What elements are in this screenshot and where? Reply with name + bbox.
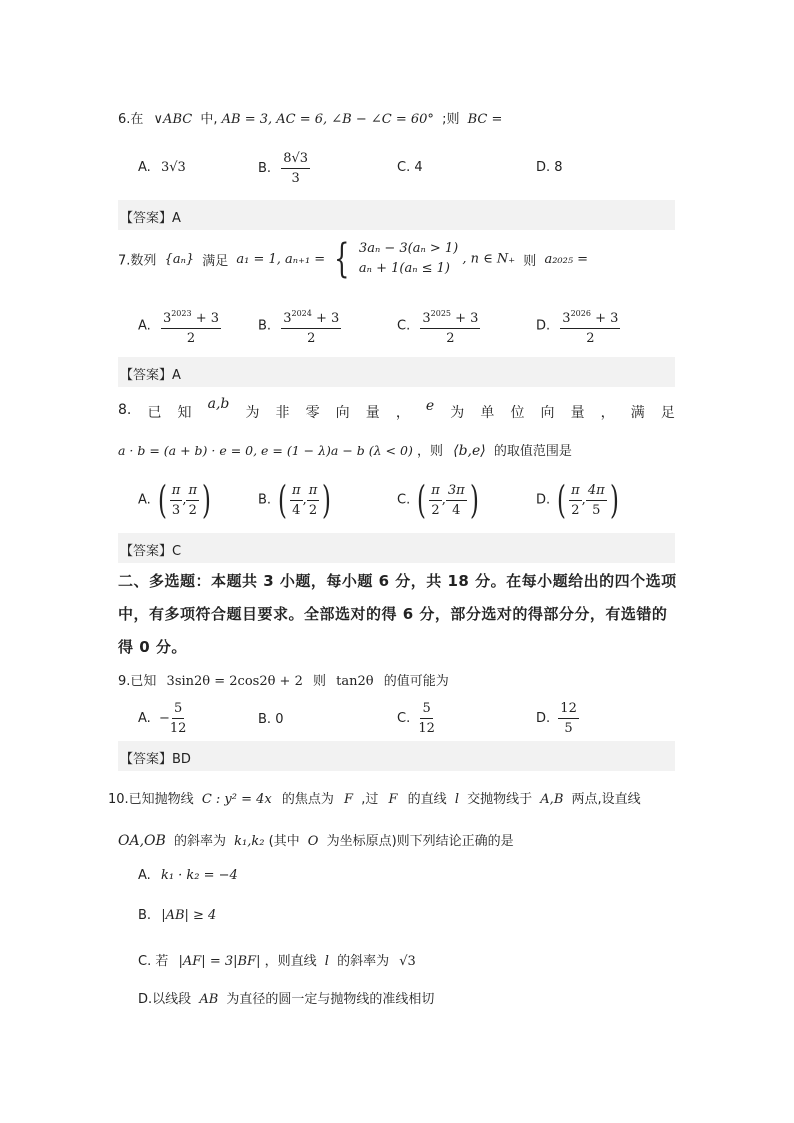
q9-option-b: B. 0 — [258, 712, 284, 727]
q8-line-1: 8. 已 知 a,b 为 非 零 向 量 ， e 为 单 位 向 量 ， 满 足 — [118, 396, 675, 421]
q8-option-d: D. ( $\frac{\pi}{2}$ , $\frac{4\pi}{5}$ ) — [536, 478, 619, 522]
q9-option-c: C. $\frac{5}{12}$ — [397, 701, 435, 736]
q9-option-a: A. − $\frac{5}{12}$ — [138, 701, 187, 736]
q6-option-b: B. $\frac{8√3}{3}$ — [258, 151, 309, 186]
q9-stem: 9.已知 3sin2θ = 2cos2θ + 2 则 tan2θ 的值可能为 — [118, 674, 449, 689]
q7-initial: a₁ = 1, aₙ₊₁ = — [236, 251, 326, 267]
q7-option-a: A. $\frac{3^{2023} + 3}{2}$ — [138, 305, 221, 347]
q6-number: 6.在 — [118, 112, 144, 127]
q6-condition: AB = 3, AC = 6, ∠B − ∠C = 60° — [221, 112, 434, 127]
q6-option-d: D. 8 — [536, 160, 563, 175]
q8-angle: ⟨b,e⟩ — [453, 443, 486, 459]
q9-ask: tan2θ — [336, 674, 374, 689]
q8-option-b: B. ( $\frac{\pi}{4}$ , $\frac{\pi}{2}$ ) — [258, 478, 332, 522]
q6-ask: BC = — [467, 112, 503, 127]
q7-ask: a₂₀₂₅ = — [544, 251, 589, 267]
q9-answer: 【答案】BD — [118, 741, 675, 771]
q7-stem — [118, 238, 588, 280]
q8-unit-e: e — [425, 398, 435, 414]
q8-condition: a · b = (a + b) · e = 0, e = (1 − λ)a − b (λ < 0) — [118, 443, 413, 458]
q8-option-a: A. ( $\frac{\pi}{3}$ , $\frac{\pi}{2}$ ) — [138, 478, 211, 522]
q10-option-a: A. k₁ · k₂ = −4 — [138, 868, 238, 883]
q10-option-c: C. 若 |AF| = 3|BF| ，则直线 l 的斜率为 √3 — [138, 954, 416, 969]
section-2-heading: 二、多选题：本题共 3 小题，每小题 6 分，共 18 分。在每小题给出的四个选项中，有多项符合题目要求。全部选对的得 6 分，部分选对的得部分分，有选错的得 0 分。 — [118, 572, 677, 656]
q7-option-c: C. $\frac{3^{2025} + 3}{2}$ — [397, 305, 480, 347]
q7-brace: { — [334, 236, 350, 282]
q10-curve: C : y² = 4x — [201, 792, 272, 807]
q7-domain: , n ∈ N₊ — [462, 251, 516, 267]
q9-option-d: D. $\frac{12}{5}$ — [536, 701, 577, 736]
q8-line-2: a · b = (a + b) · e = 0, e = (1 − λ)a − b (λ < 0) ，则 ⟨b,e⟩ 的取值范围是 — [118, 443, 572, 459]
q7-case-2: aₙ + 1(aₙ ≤ 1) — [358, 261, 450, 276]
q7-tail: 则 — [523, 253, 537, 269]
q10-line-1: 10.已知抛物线 C : y² = 4x 的焦点为 F ,过 F 的直线 l 交抛物线于 A,B 两点,设直线 — [108, 792, 641, 807]
q6-middle: 中, — [200, 112, 218, 127]
q10-option-d: D.以线段 AB 为直径的圆一定与抛物线的准线相切 — [138, 992, 435, 1007]
q7-answer: 【答案】A — [118, 357, 675, 387]
q6-answer: 【答案】A — [118, 200, 675, 230]
q10-line-2: OA,OB 的斜率为 k₁,k₂ (其中 O 为坐标原点)则下列结论正确的是 — [118, 833, 514, 849]
q6-tail: ;则 — [442, 112, 460, 127]
q7-middle: 满足 — [202, 253, 229, 269]
q7-case-1: 3aₙ − 3(aₙ > 1) — [358, 241, 459, 256]
q6-option-a-value: 3√3 — [160, 160, 186, 175]
q7-seq: {aₙ} — [164, 251, 195, 267]
q9-equation: 3sin2θ = 2cos2θ + 2 — [166, 674, 303, 689]
q8-answer: 【答案】C — [118, 533, 675, 563]
q8-option-c: C. ( $\frac{\pi}{2}$ , $\frac{3\pi}{4}$ ) — [397, 478, 479, 522]
q7-cases — [359, 239, 458, 279]
q6-triangle: ∨ABC — [153, 112, 193, 127]
q8-vectors: a,b — [207, 396, 230, 412]
q6-stem — [118, 110, 502, 130]
q7-option-d: D. $\frac{3^{2026} + 3}{2}$ — [536, 305, 620, 347]
q6-option-b-fraction: $\frac{8√3}{3}$ — [283, 151, 309, 186]
q6-option-a: A. 3√3 — [138, 160, 186, 175]
q7-number: 7.数列 — [118, 253, 157, 269]
q6-option-c: C. 4 — [397, 160, 423, 175]
q7-option-b: B. $\frac{3^{2024} + 3}{2}$ — [258, 305, 341, 347]
q10-option-b: B. |AB| ≥ 4 — [138, 908, 217, 923]
